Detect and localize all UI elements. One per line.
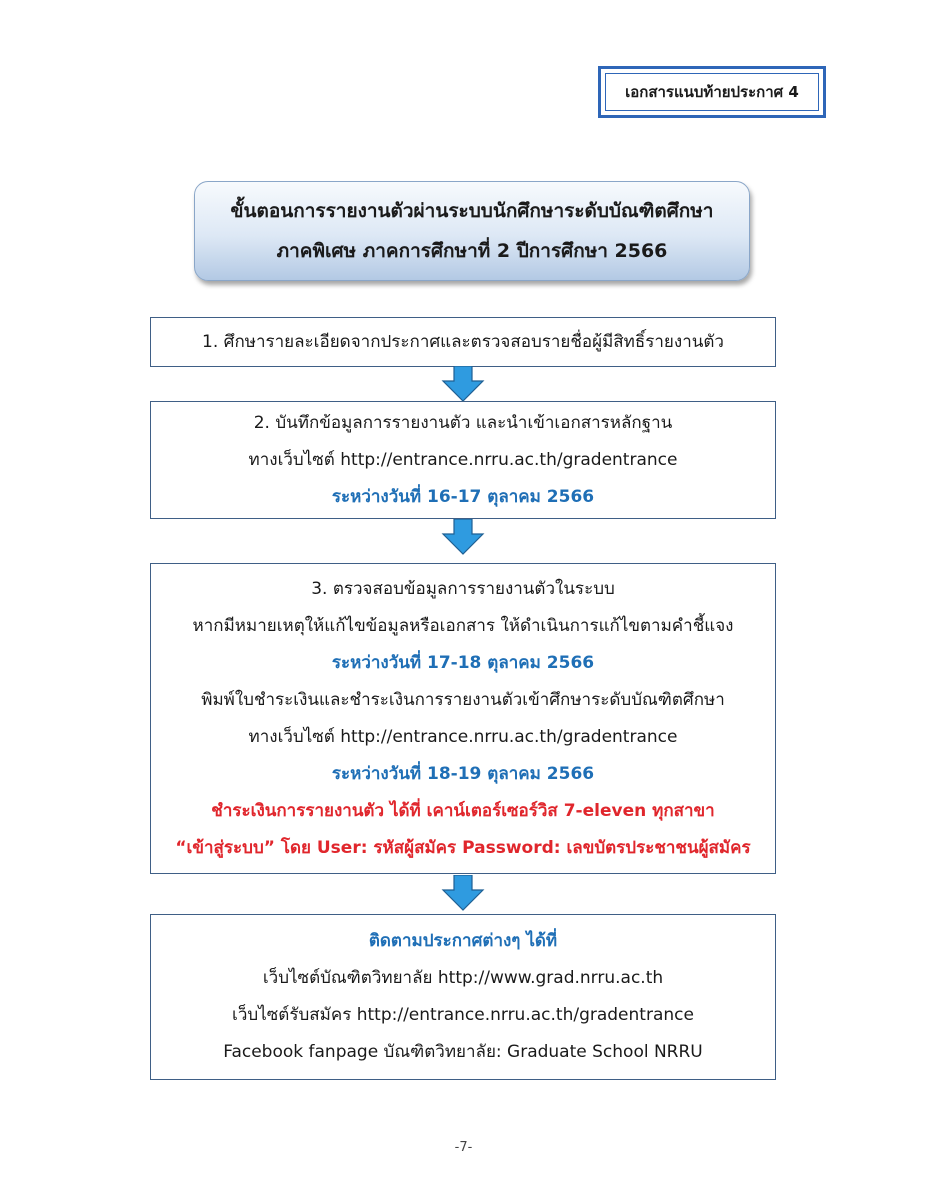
down-arrow-icon bbox=[441, 519, 485, 555]
step-2-box bbox=[150, 401, 776, 519]
step-1-box bbox=[150, 317, 776, 367]
step-3-line-4: ทางเว็บไซต์ http://entrance.nrru.ac.th/gradentrance bbox=[248, 726, 678, 747]
step-2-date: ระหว่างวันที่ 16-17 ตุลาคม 2566 bbox=[331, 486, 595, 507]
flowchart-title bbox=[194, 181, 750, 281]
attachment-tag-label: เอกสารแนบท้ายประกาศ 4 bbox=[605, 73, 819, 111]
step-4-box bbox=[150, 914, 776, 1080]
step-4-line-3: Facebook fanpage บัณฑิตวิทยาลัย: Graduate School NRRU bbox=[223, 1042, 703, 1062]
step-2-line-2: ทางเว็บไซต์ http://entrance.nrru.ac.th/gradentrance bbox=[248, 449, 678, 470]
step-3-line-1: 3. ตรวจสอบข้อมูลการรายงานตัวในระบบ bbox=[311, 578, 615, 599]
down-arrow-icon bbox=[441, 366, 485, 402]
title-line-1: ขั้นตอนการรายงานตัวผ่านระบบนักศึกษาระดับบัณฑิตศึกษา bbox=[230, 200, 714, 222]
down-arrow-icon bbox=[441, 875, 485, 911]
step-4-line-1: เว็บไซต์บัณฑิตวิทยาลัย http://www.grad.nrru.ac.th bbox=[262, 968, 664, 988]
step-1-text: 1. ศึกษารายละเอียดจากประกาศและตรวจสอบรายชื่อผู้มีสิทธิ์รายงานตัว bbox=[202, 331, 724, 352]
title-line-2: ภาคพิเศษ ภาคการศึกษาที่ 2 ปีการศึกษา 2566 bbox=[276, 240, 668, 262]
step-4-heading: ติดตามประกาศต่างๆ ได้ที่ bbox=[368, 931, 558, 951]
attachment-tag bbox=[598, 66, 826, 118]
step-3-date-1: ระหว่างวันที่ 17-18 ตุลาคม 2566 bbox=[331, 652, 595, 673]
step-3-payment-note: ชำระเงินการรายงานตัว ได้ที่ เคาน์เตอร์เซอร์วิส 7-eleven ทุกสาขา bbox=[211, 800, 715, 821]
page-number: -7- bbox=[454, 1140, 473, 1155]
step-3-box bbox=[150, 563, 776, 874]
step-3-login-note: “เข้าสู่ระบบ” โดย User: รหัสผู้สมัคร Password: เลขบัตรประชาชนผู้สมัคร bbox=[175, 837, 751, 858]
step-3-line-3: พิมพ์ใบชำระเงินและชำระเงินการรายงานตัวเข้าศึกษาระดับบัณฑิตศึกษา bbox=[201, 689, 725, 710]
step-3-date-2: ระหว่างวันที่ 18-19 ตุลาคม 2566 bbox=[331, 763, 595, 784]
step-2-line-1: 2. บันทึกข้อมูลการรายงานตัว และนำเข้าเอกสารหลักฐาน bbox=[253, 412, 673, 433]
step-4-line-2: เว็บไซต์รับสมัคร http://entrance.nrru.ac.th/gradentrance bbox=[232, 1005, 694, 1025]
step-3-line-2: หากมีหมายเหตุให้แก้ไขข้อมูลหรือเอกสาร ให้ดำเนินการแก้ไขตามคำชี้แจง bbox=[192, 615, 734, 636]
